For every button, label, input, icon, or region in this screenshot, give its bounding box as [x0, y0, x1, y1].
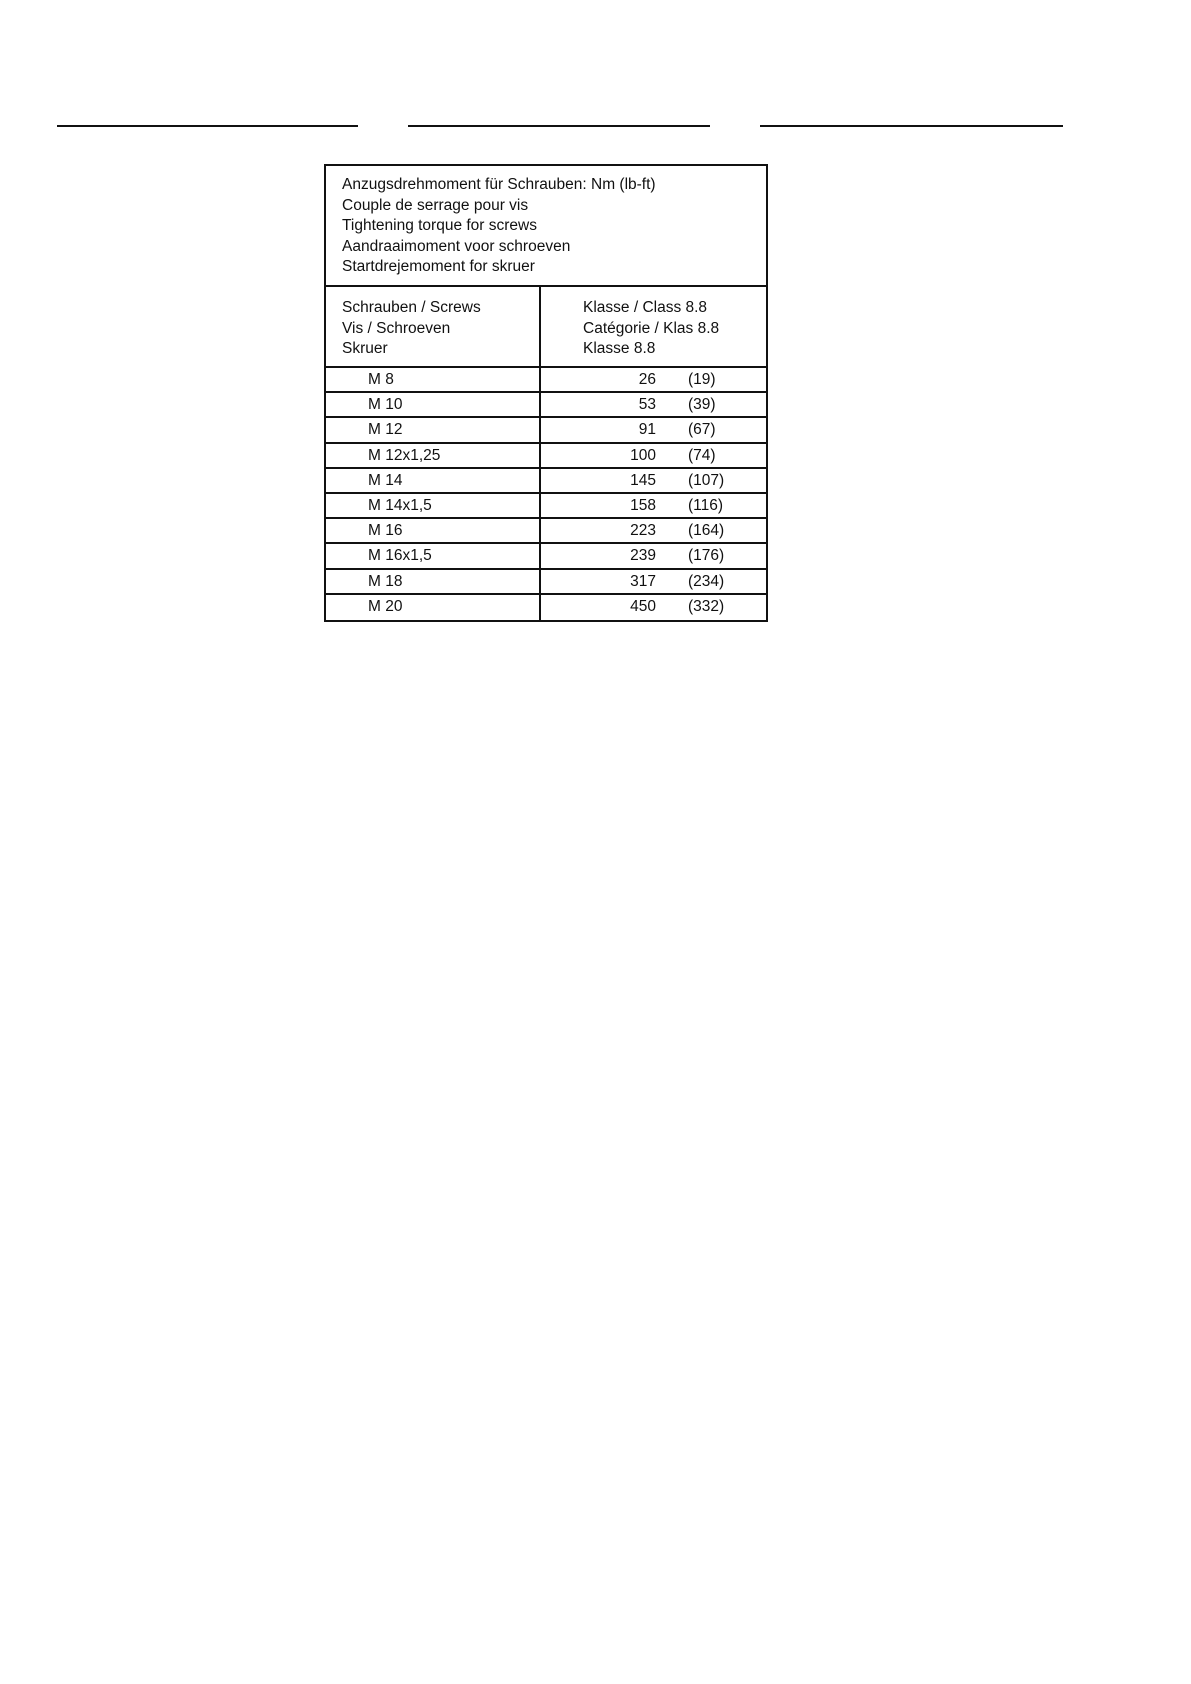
torque-cell [541, 519, 766, 542]
torque-nm: 53 [638, 396, 656, 414]
table-row [326, 494, 766, 519]
torque-cell [541, 368, 766, 391]
header-screws-line: Schrauben / Screws [342, 299, 481, 316]
torque-cell [541, 393, 766, 416]
screw-size-cell: M 20 [326, 595, 541, 620]
torque-nm: 91 [638, 421, 656, 439]
screw-size-cell: M 18 [326, 570, 541, 593]
torque-nm: 317 [630, 572, 656, 590]
torque-lbft: (164) [688, 522, 725, 540]
torque-nm: 450 [630, 597, 656, 615]
torque-lbft: (67) [688, 421, 716, 439]
header-class-line: Catégorie / Klas 8.8 [583, 319, 720, 337]
table-header-row [326, 287, 766, 368]
header-rule-right [760, 125, 1063, 127]
torque-cell [541, 418, 766, 441]
title-line-fr: Couple de serrage pour vis [342, 196, 529, 214]
torque-cell [541, 544, 766, 567]
table-row [326, 393, 766, 418]
table-row [326, 368, 766, 393]
table-title-block [326, 166, 766, 287]
torque-lbft: (74) [688, 446, 716, 464]
header-class-line: Klasse / Class 8.8 [583, 299, 708, 316]
torque-nm: 100 [630, 446, 656, 464]
torque-cell [541, 570, 766, 593]
header-screws [326, 287, 541, 366]
table-row [326, 570, 766, 595]
torque-nm: 26 [638, 371, 656, 388]
table-row [326, 519, 766, 544]
table-row [326, 469, 766, 494]
screw-size-cell: M 16 [326, 519, 541, 542]
torque-cell [541, 444, 766, 467]
table-row [326, 444, 766, 469]
screw-size-cell: M 12 [326, 418, 541, 441]
torque-lbft: (39) [688, 396, 716, 414]
torque-nm: 145 [630, 471, 656, 489]
torque-cell [541, 595, 766, 620]
torque-table [324, 164, 768, 622]
table-row [326, 418, 766, 443]
torque-cell [541, 494, 766, 517]
screw-size-cell: M 12x1,25 [326, 444, 541, 467]
screw-size-cell: M 14x1,5 [326, 494, 541, 517]
title-line-de: Anzugsdrehmoment für Schrauben: Nm (lb-ft) [342, 176, 656, 193]
torque-lbft: (107) [688, 471, 725, 489]
header-class-line: Klasse 8.8 [583, 340, 656, 357]
torque-nm: 223 [630, 522, 656, 540]
header-rule-left [57, 125, 358, 127]
torque-nm: 158 [630, 496, 656, 514]
torque-lbft: (234) [688, 572, 725, 590]
table-body [326, 368, 766, 620]
title-line-da: Startdrejemoment for skruer [342, 258, 535, 275]
screw-size-cell: M 14 [326, 469, 541, 492]
screw-size-cell: M 16x1,5 [326, 544, 541, 567]
header-class [541, 287, 766, 366]
table-row [326, 544, 766, 569]
torque-nm: 239 [630, 547, 656, 565]
torque-cell [541, 469, 766, 492]
screw-size-cell: M 10 [326, 393, 541, 416]
table-row [326, 595, 766, 620]
header-screws-line: Skruer [342, 340, 388, 357]
screw-size-cell: M 8 [326, 368, 541, 391]
header-rule-center [408, 125, 710, 127]
torque-lbft: (19) [688, 371, 716, 388]
torque-lbft: (332) [688, 597, 725, 615]
title-line-en: Tightening torque for screws [342, 217, 537, 234]
torque-lbft: (176) [688, 547, 725, 565]
header-screws-line: Vis / Schroeven [342, 319, 451, 337]
torque-lbft: (116) [688, 496, 724, 514]
title-line-nl: Aandraaimoment voor schroeven [342, 237, 571, 255]
